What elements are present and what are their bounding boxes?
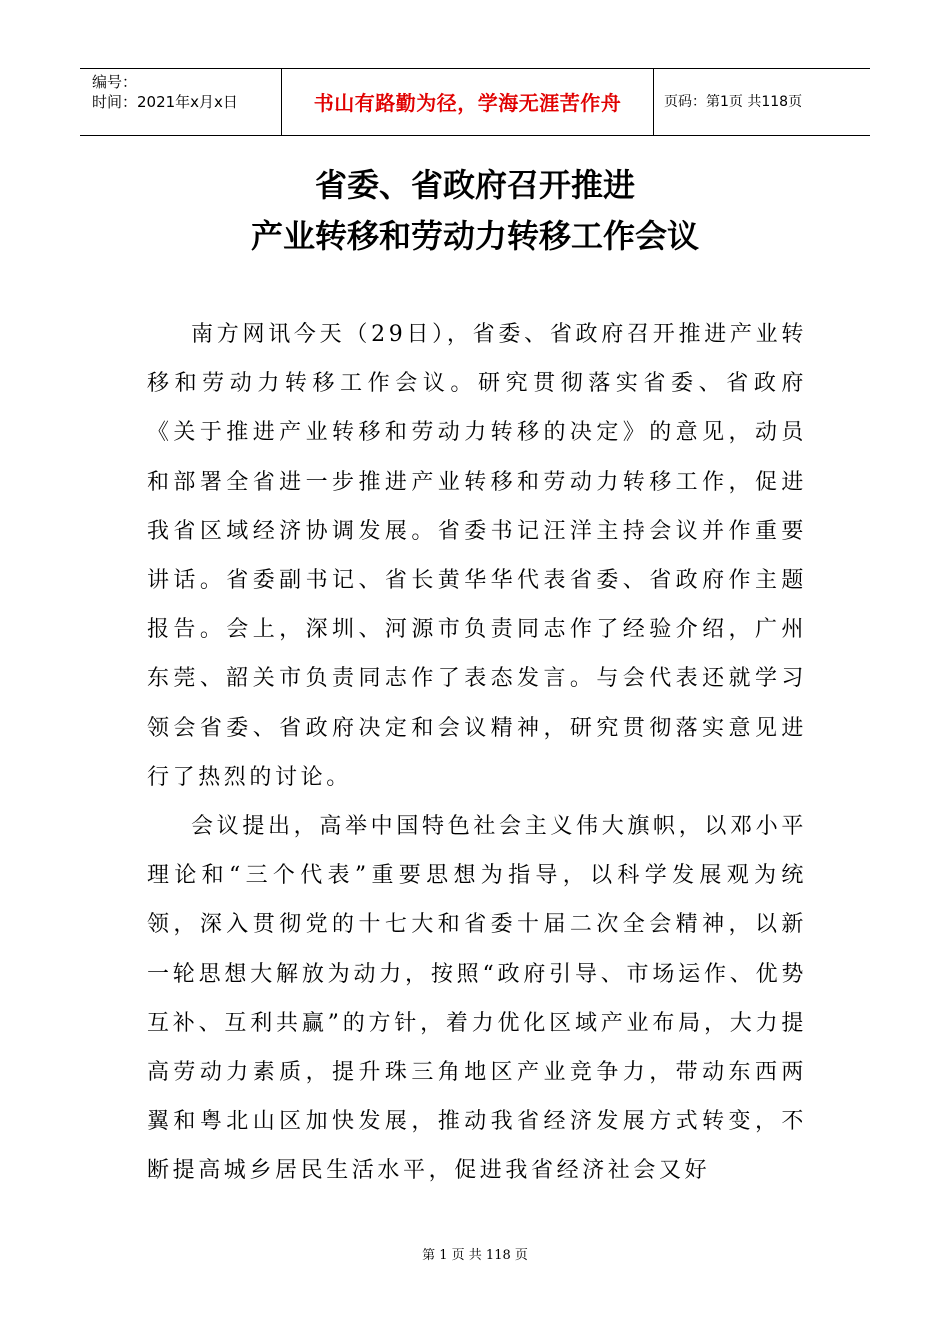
document-number-label: 编号： xyxy=(92,73,138,91)
document-body xyxy=(147,310,807,1196)
footer-page-number: 第 1 页 共 118 页 xyxy=(422,1248,528,1263)
page-footer xyxy=(0,1244,950,1263)
document-date-label: 时间：2021年x月x日 xyxy=(92,93,238,111)
header-page-info: 页码：第1页 共118页 xyxy=(664,94,803,110)
header-page-cell xyxy=(654,69,870,135)
body-paragraph-1: 南方网讯今天（29日），省委、省政府召开推进产业转移和劳动力转移工作会议。研究贯彻落实省委、省政府《关于推进产业转移和劳动力转移的决定》的意见，动员和部署全省进一步推进产业转移和劳动力转移工作，促进我省区域经济协调发展。省委书记汪洋主持会议并作重要讲话。省委副书记、省长黄华华代表省委、省政府作主题报告。会上，深圳、河源市负责同志作了经验介绍，广州东莞、韶关市负责同志作了表态发言。与会代表还就学习领会省委、省政府决定和会议精神，研究贯彻落实意见进行了热烈的讨论。 xyxy=(147,322,807,790)
header-table xyxy=(80,68,870,136)
title-line-1: 省委、省政府召开推进 xyxy=(314,166,635,204)
body-paragraph-2: 会议提出，高举中国特色社会主义伟大旗帜，以邓小平理论和“三个代表”重要思想为指导，以科学发展观为统领，深入贯彻党的十七大和省委十届二次全会精神，以新一轮思想大解放为动力，按照“政府引导、市场运作、优势互补、互利共赢”的方针，着力优化区域产业布局，大力提高劳动力素质，提升珠三角地区产业竞争力，带动东西两翼和粤北山区加快发展，推动我省经济发展方式转变，不断提高城乡居民生活水平，促进我省经济社会又好 xyxy=(147,814,807,1184)
header-motto: 书山有路勤为径，学海无涯苦作舟 xyxy=(313,90,622,115)
title-line-2: 产业转移和劳动力转移工作会议 xyxy=(250,217,699,255)
header-motto-cell xyxy=(282,69,654,135)
header-meta-cell xyxy=(80,69,282,135)
document-title xyxy=(0,160,950,262)
